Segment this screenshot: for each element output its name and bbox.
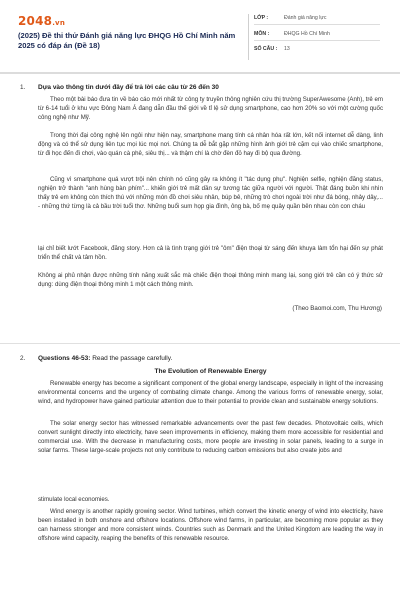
meta-subject: MÔN : ĐHQG Hồ Chí Minh bbox=[254, 31, 330, 37]
paragraph: Trong thời đại công nghệ lên ngôi như hiện nay, smartphone mang tính cá nhân hóa rất lớn, kết nối internet dễ dàng, linh động và có thể sử dụng liên tục mọi lúc mọi nơi. Chúng ta dễ bắt gặp những hình ảnh giới trẻ cặm cụi vào chiếc smartphone, từ đi học đến đi chơi, vào quán cà phê, siêu thị... và thậm chí là chờ đèn đỏ hay đi bộ qua đường. bbox=[38, 132, 383, 157]
paragraph: lại chỉ biết lướt Facebook, đăng story. Hơn cả là tình trạng giới trẻ "ôm" điện thoại từ sáng đến khuya làm tổn hại đến sự phát triển thể chất và tâm hồn. bbox=[38, 245, 383, 261]
paragraph: stimulate local economies. bbox=[38, 496, 110, 503]
paragraph: Không ai phủ nhận được những tính năng xuất sắc mà chiếc điện thoại thông minh mang lại, song giới trẻ cần có ý thức sử dụng: dùng điện thoại thông minh 1 một cách thông minh. bbox=[38, 272, 383, 288]
source-citation: (Theo Baomoi.com, Thu Hương) bbox=[292, 305, 382, 312]
question-number: 1. bbox=[20, 84, 26, 91]
passage-title: The Evolution of Renewable Energy bbox=[154, 368, 267, 375]
header-rule bbox=[0, 72, 400, 74]
paragraph: Wind energy is another rapidly growing sector. Wind turbines, which convert the kinetic energy of wind into electricity, have been installed in both onshore and offshore locations. Offshore wind farms, in particular, are becoming more popular as they can harness stronger and more consistent winds. Countries such as Denmark and the United Kingdom are leading the way in offshore wind capacity, reaping the benefits of this renewable resource. bbox=[38, 508, 383, 542]
document-title: (2025) Đề thi thử Đánh giá năng lực ĐHQG Hồ Chí Minh năm 2025 có đáp án (Đề 18) bbox=[18, 31, 236, 50]
paragraph: Cũng vì smartphone quá vượt trội nên chính nó cũng gây ra không ít "tác dụng phụ". Nghiện selfie, nghiện đăng status, nghiện trở thành "anh hùng bàn phím"... khiến giới trẻ mất dần sự tương tác giữa người với người. Thật đáng buồn khi nhìn thấy trẻ em không còn thích thú với những món đồ chơi siêu nhân, búp bê, những trò chơi ngoài trời như đá bóng, nhảy dây,... - những thứ từng là cả bầu trời tuổi thơ. Những buổi sum họp gia đình, ông bà, bố mẹ quây quần bên nhau còn con cháu bbox=[38, 176, 383, 210]
meta-question-count: SỐ CÂU : 13 bbox=[254, 46, 290, 52]
site-logo[interactable]: 2048.vn bbox=[18, 14, 66, 28]
paragraph: Renewable energy has become a significant component of the global energy landscape, especially in light of the increasing environmental concerns and the urgency of combating climate change. Among the various forms of renewable energy, solar, wind, and hydropower have gained particular attention due to their potential to provide clean and sustainable energy solutions. bbox=[38, 380, 383, 405]
header-divider bbox=[248, 14, 249, 60]
question-heading: Questions 46-53: Read the passage carefully. bbox=[38, 355, 173, 362]
question-number: 2. bbox=[20, 355, 26, 362]
question-separator bbox=[0, 343, 400, 344]
meta-divider bbox=[254, 40, 380, 41]
paragraph: Theo một bài báo đưa tin về báo cáo mới nhất từ công ty truyền thông nghiên cứu thị trường SuperAwesome (Anh), trẻ em từ 6-14 tuổi ở khu vực Đông Nam Á đang dẫn đầu thế giới về tỉ lệ sử dụng smartphone, cao hơn 20% so với một cường quốc công nghệ như Mỹ. bbox=[38, 96, 383, 121]
meta-divider bbox=[254, 24, 380, 25]
paragraph: The solar energy sector has witnessed remarkable advancements over the past few decades. Photovoltaic cells, which convert sunlight directly into electricity, have seen improvements in efficiency, making them more accessible for residential and commercial use. With the decrease in manufacturing costs, more people are investing in solar panels, leading to a surge in solar farms. These large-scale projects not only contribute to reducing carbon emissions but also create jobs and bbox=[38, 420, 383, 454]
question-heading: Dựa vào thông tin dưới đây để trả lời các câu từ 26 đến 30 bbox=[38, 84, 219, 91]
meta-class: LỚP : Đánh giá năng lực bbox=[254, 15, 327, 21]
